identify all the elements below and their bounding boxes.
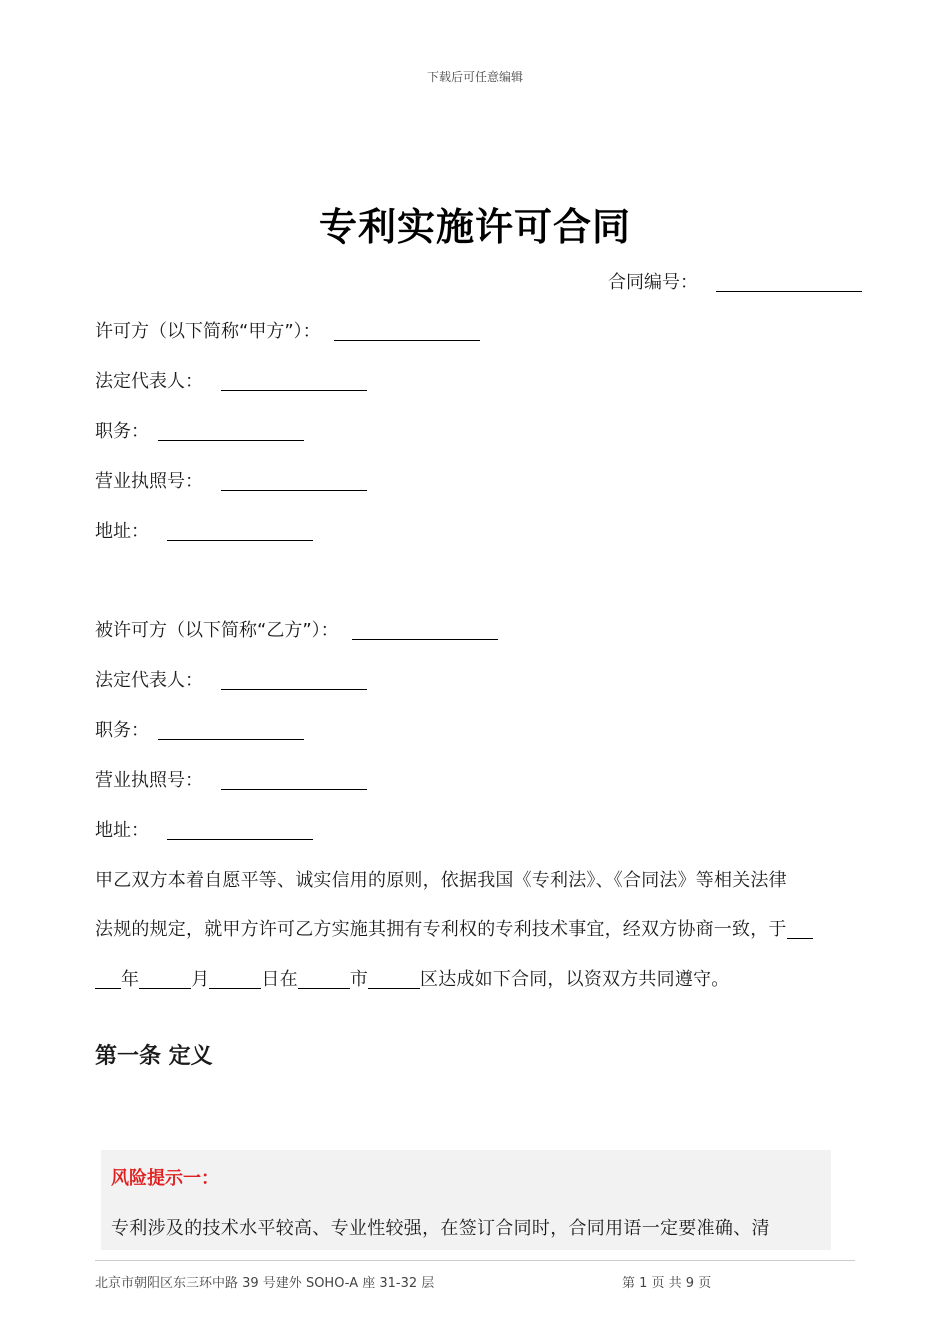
party-b-address-blank[interactable] (167, 819, 313, 840)
party-b-license-label: 营业执照号： (95, 770, 203, 791)
party-b-address-line (95, 819, 313, 843)
contract-number-blank[interactable] (716, 271, 862, 292)
party-a-address-line (95, 520, 313, 544)
document-title: 专利实施许可合同 (318, 205, 631, 249)
party-b-legal-rep-blank[interactable] (221, 669, 367, 690)
header-note: 下载后可任意编辑 (426, 70, 523, 84)
party-a-legal-rep-label: 法定代表人： (95, 371, 203, 392)
party-b-license-blank[interactable] (221, 769, 367, 790)
party-b-license-line (95, 769, 367, 793)
preamble-line-2 (95, 918, 855, 942)
preamble-line-2-text: 法规的规定，就甲方许可乙方实施其拥有专利权的专利技术事宜，经双方协商一致，于 (95, 919, 787, 940)
party-a-heading: 许可方（以下简称“甲方”）： (95, 321, 321, 342)
party-a-license-blank[interactable] (221, 470, 367, 491)
party-b-heading-line (95, 619, 498, 643)
party-b-position-blank[interactable] (158, 719, 304, 740)
party-a-position-blank[interactable] (158, 420, 304, 441)
section-1-heading: 第一条 定义 (95, 1044, 213, 1069)
party-a-license-line (95, 470, 367, 494)
preamble-line-3 (95, 968, 855, 992)
party-a-name-blank[interactable] (334, 320, 480, 341)
preamble-line-1: 甲乙双方本着自愿平等、诚实信用的原则，依据我国《专利法》、《合同法》等相关法律 (95, 870, 787, 891)
preamble-line-3-tail: 区达成如下合同，以资双方共同遵守。 (420, 969, 730, 990)
party-b-position-label: 职务： (95, 720, 149, 741)
party-b-legal-rep-line (95, 669, 367, 693)
party-a-legal-rep-line (95, 370, 367, 394)
date-day-label: 日在 (261, 969, 298, 990)
contract-number-line (608, 271, 862, 295)
footer-page-number: 第 1 页 共 9 页 (622, 1276, 712, 1291)
city-label: 市 (349, 969, 369, 990)
party-a-position-label: 职务： (95, 421, 149, 442)
district-blank[interactable] (368, 968, 420, 989)
party-b-position-line (95, 719, 304, 743)
date-month-label: 月 (191, 969, 210, 990)
footer-divider (95, 1260, 855, 1261)
contract-number-label: 合同编号： (608, 272, 698, 293)
party-b-name-blank[interactable] (352, 619, 498, 640)
date-day-blank[interactable] (209, 968, 261, 989)
date-year-blank[interactable] (95, 968, 121, 989)
party-a-position-line (95, 420, 304, 444)
risk-notice-box (101, 1150, 831, 1250)
footer-address: 北京市朝阳区东三环中路 39 号建外 SOHO-A 座 31-32 层 (95, 1276, 435, 1291)
date-prefix-blank-a[interactable] (787, 918, 813, 939)
party-a-address-label: 地址： (95, 521, 149, 542)
party-b-heading: 被许可方（以下简称“乙方”）： (95, 620, 339, 641)
party-b-legal-rep-label: 法定代表人： (95, 670, 203, 691)
party-b-address-label: 地址： (95, 820, 149, 841)
date-month-blank[interactable] (139, 968, 191, 989)
party-a-address-blank[interactable] (167, 520, 313, 541)
risk-notice-title: 风险提示一： (111, 1168, 219, 1189)
party-a-legal-rep-blank[interactable] (221, 370, 367, 391)
party-a-heading-line (95, 320, 480, 344)
date-year-label: 年 (121, 969, 140, 990)
party-a-license-label: 营业执照号： (95, 471, 203, 492)
risk-notice-text: 专利涉及的技术水平较高、专业性较强，在签订合同时，合同用语一定要准确、清 (111, 1218, 770, 1239)
city-blank[interactable] (298, 968, 350, 989)
